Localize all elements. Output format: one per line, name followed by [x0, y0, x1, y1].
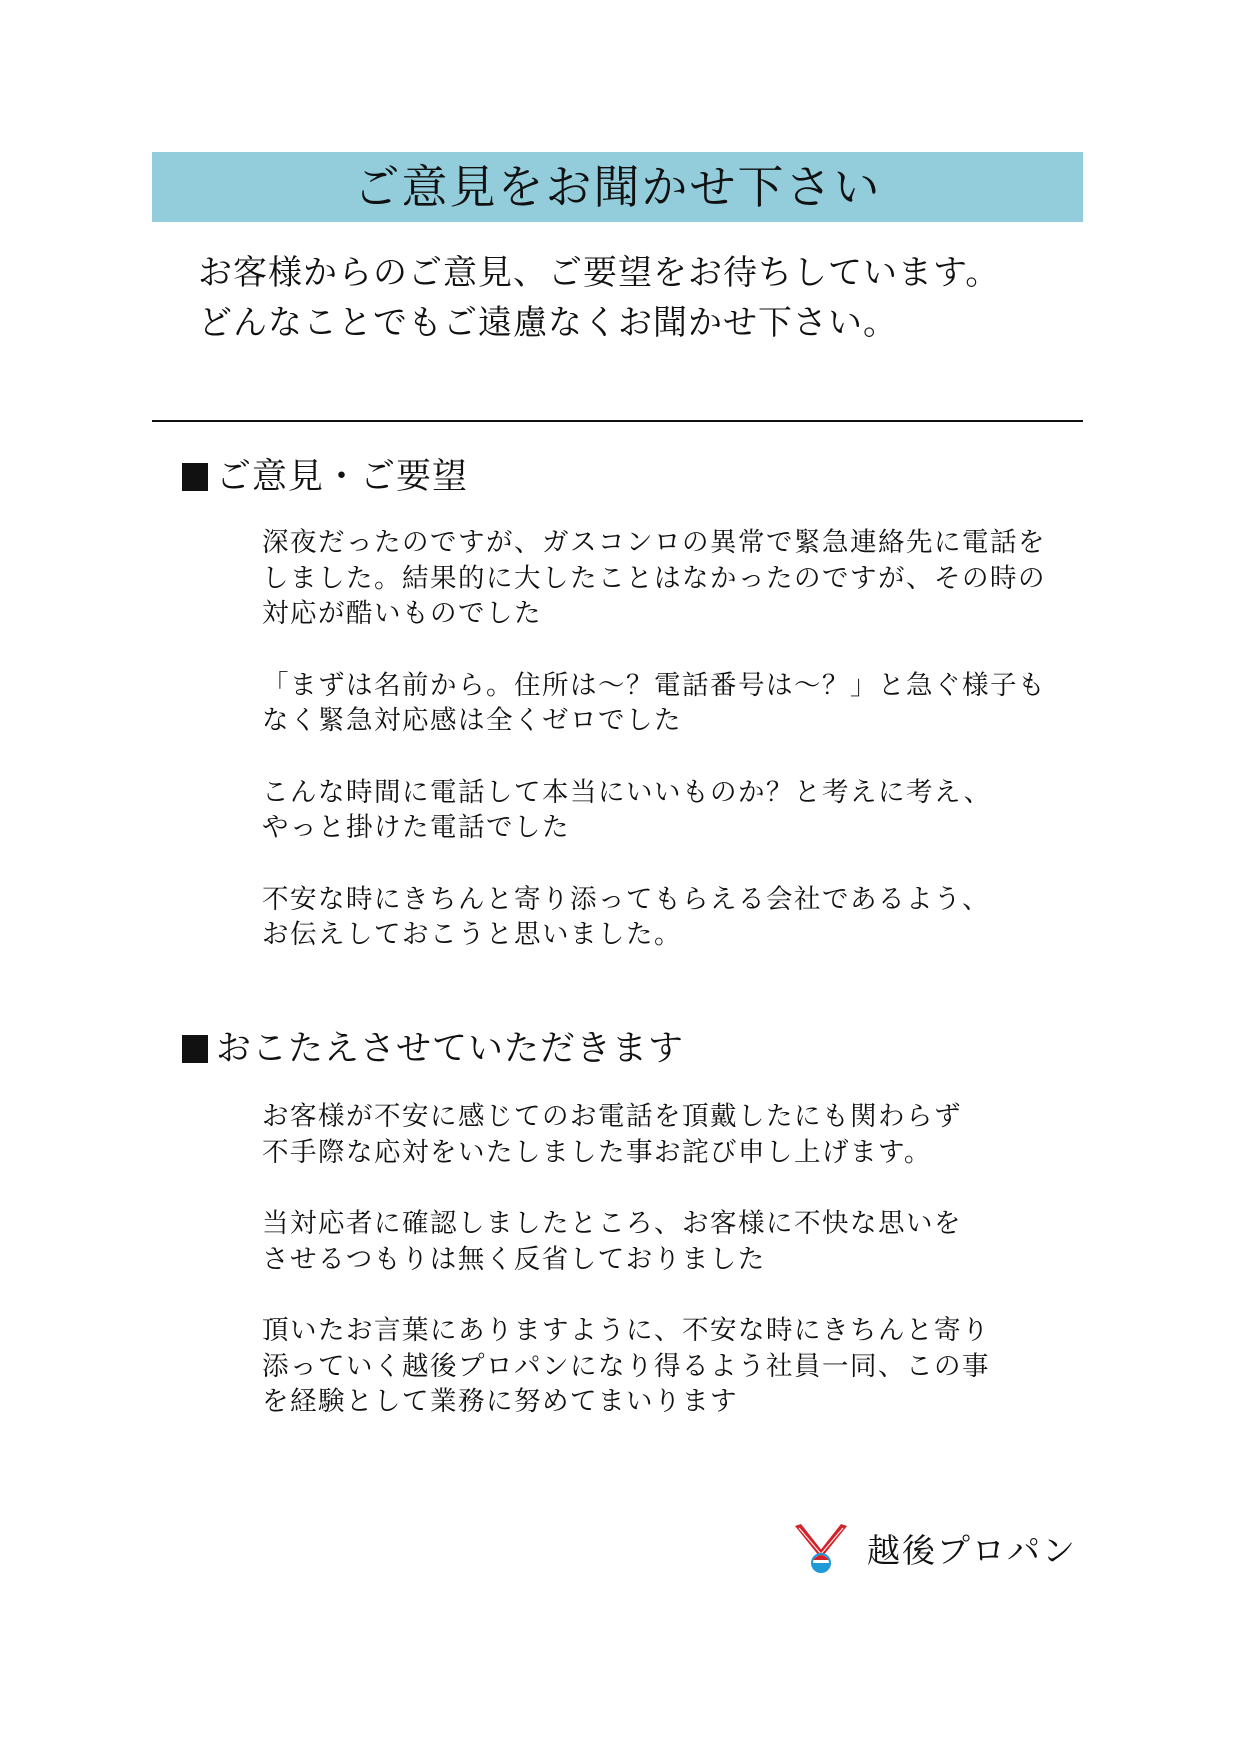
square-bullet-icon [182, 1035, 208, 1063]
text-line: 頂いたお言葉にありますように、不安な時にきちんと寄り [262, 1315, 990, 1346]
section-heading-text: ご意見・ご要望 [216, 457, 469, 497]
page-title: ご意見をお聞かせ下さい [353, 160, 882, 214]
response-paragraph [262, 1206, 1092, 1277]
company-logo [793, 1522, 1077, 1574]
intro-text [198, 248, 1078, 348]
company-name: 越後プロパン [867, 1530, 1077, 1570]
opinion-paragraph [262, 775, 1092, 846]
response-paragraph [262, 1099, 1092, 1170]
text-line: 添っていく越後プロパンになり得るよう社員一同、この事 [262, 1350, 990, 1382]
square-bullet-icon [182, 463, 208, 491]
section-heading-opinion [182, 455, 468, 499]
title-banner [152, 152, 1083, 222]
text-line: お客様が不安に感じてのお電話を頂戴したにも関わらず [262, 1101, 962, 1132]
divider [152, 420, 1083, 422]
text-line: なく緊急対応感は全くゼロでした [262, 705, 682, 736]
text-line: お伝えしておこうと思いました。 [262, 919, 682, 950]
text-line: を経験として業務に努めてまいります [262, 1386, 738, 1417]
text-line: 対応が酷いものでした [262, 598, 542, 629]
text-line: 当対応者に確認しましたところ、お客様に不快な思いを [262, 1208, 962, 1239]
section-heading-response [182, 1027, 684, 1071]
text-line: 不手際な応対をいたしました事お詫び申し上げます。 [262, 1136, 932, 1168]
text-line: させるつもりは無く反省しておりました [262, 1243, 766, 1275]
section-heading-text: おこたえさせていただきます [216, 1029, 685, 1069]
intro-line: お客様からのご意見、ご要望をお待ちしています。 [198, 253, 1001, 293]
text-line: 「まずは名前から。住所は～？電話番号は～？」と急ぐ様子も [262, 669, 1046, 701]
opinion-paragraph [262, 525, 1092, 632]
text-line: こんな時間に電話して本当にいいものか？と考えに考え、 [262, 776, 992, 808]
opinion-body [262, 525, 1092, 989]
opinion-paragraph [262, 668, 1092, 739]
text-line: しました。結果的に大したことはなかったのですが、その時の [262, 562, 1046, 594]
response-paragraph [262, 1313, 1092, 1420]
response-body [262, 1099, 1092, 1456]
text-line: 不安な時にきちんと寄り添ってもらえる会社であるよう、 [262, 883, 990, 915]
text-line: やっと掛けた電話でした [262, 812, 570, 843]
echigo-propane-logo-icon [793, 1522, 849, 1574]
intro-line: どんなことでもご遠慮なくお聞かせ下さい。 [198, 303, 898, 343]
opinion-paragraph [262, 882, 1092, 953]
text-line: 深夜だったのですが、ガスコンロの異常で緊急連絡先に電話を [262, 527, 1046, 558]
